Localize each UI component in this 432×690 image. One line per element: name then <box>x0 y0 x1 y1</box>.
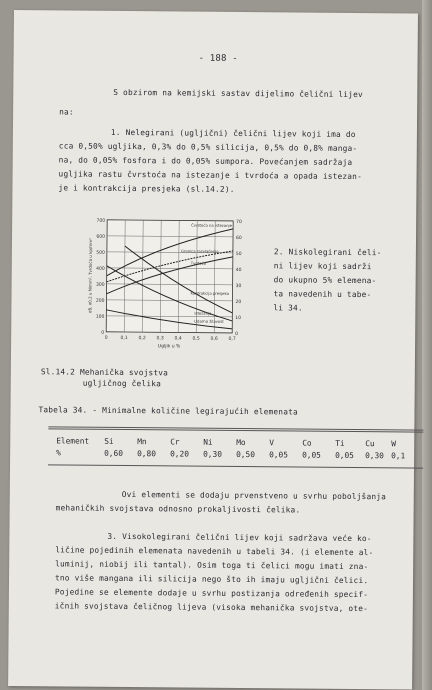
page-number: - 188 - <box>198 53 238 64</box>
table-header-cell: V <box>269 438 274 448</box>
after-table-line-2: mehaničkih svojstava odnosno prokaljivosti čelika. <box>55 503 301 515</box>
item2-line-4: ta navedenih u tabe- <box>273 289 372 300</box>
table-cell: 0,20 <box>170 449 189 459</box>
table-cell: 0,1 <box>391 451 406 461</box>
item3-line-6: ičnih svojstava čeličnog lijeva (visoka mehanička svojstva, ote- <box>54 601 369 614</box>
x-tick: 0,7 <box>228 336 236 342</box>
item2-line-3: do ukupno 5% elemena- <box>273 275 377 286</box>
table-cell: 0,05 <box>302 450 321 460</box>
book-edge <box>422 0 432 690</box>
item1-line-4: ugljika rastu čvrstoća na istezanje i tvrdoća a opada istezan- <box>58 169 363 182</box>
figure-caption: Sl.14.2 Mehanička svojstva <box>40 367 169 378</box>
table-header-cell: Ti <box>335 438 345 448</box>
x-tick: 0,1 <box>120 335 128 342</box>
table-header-cell: Co <box>302 438 312 448</box>
x-tick: 0,6 <box>210 336 218 342</box>
x-tick: 0,5 <box>192 336 200 342</box>
item1-line-3: na, do 0,05% fosfora i do 0,05% sumpora. Povećanjem sadržaja <box>58 155 353 167</box>
y-tick-left: 600 <box>96 234 106 240</box>
item3-line-1: 3. Visokolegirani čelični lijev koji sadržava veće ko- <box>107 531 372 544</box>
table-value-row <box>56 448 405 460</box>
curve-label: Istezanje <box>194 310 212 316</box>
y-tick-left: 300 <box>95 282 105 288</box>
figure-caption-2: ugljičnog čelika <box>82 378 162 389</box>
y-tick-left: 200 <box>95 298 105 304</box>
item1-line-1: 1. Nelegirani (ugljični) čelični lijev koji ima do <box>110 127 356 139</box>
item3-line-4: tno više mangana ili silicija nego što ih imaju ugljični čelici. <box>55 573 369 586</box>
intro-line-2: na: <box>59 107 74 117</box>
y-tick-left: 700 <box>96 218 106 224</box>
table-header-cell: Ni <box>203 437 213 447</box>
y-tick-right: 30 <box>235 283 242 289</box>
y-tick-right: 70 <box>236 219 242 225</box>
y-tick-left: 400 <box>96 266 105 272</box>
table-cell: 0,80 <box>137 449 156 459</box>
table-cell: 0,50 <box>236 449 255 460</box>
item1-line-5: je i kontrakcija presjeka (sl.14.2). <box>58 183 235 194</box>
y-tick-right: 10 <box>235 315 242 321</box>
table-cell: 0,60 <box>104 448 123 458</box>
table-header-cell: W <box>391 439 396 449</box>
item3-line-5: Pojedine se elemente dodaje u svrhu postizanja određenih specif- <box>54 587 369 600</box>
item2-line-5: li 34. <box>273 303 303 313</box>
y-tick-right: 40 <box>235 267 242 273</box>
y-tick-left: 0 <box>101 330 105 336</box>
curve-label: Kontrakcija presjeka <box>190 290 229 296</box>
table-header-cell: Mn <box>137 437 147 447</box>
table-header-cell: Cu <box>365 439 375 449</box>
item3-line-2: ličine pojedinih elemenata navedenih u tabeli 34. (i elemente al- <box>55 545 374 558</box>
curve-label: Udarna žilavost <box>194 318 224 324</box>
after-table-line-1: Ovi elementi se dodaju prvenstveno u svrhu poboljšanja <box>121 489 387 502</box>
y-tick-left: 100 <box>95 314 105 320</box>
y-tick-left: 500 <box>96 250 105 256</box>
intro-line-1: S obzirom na kemijski sastav dijelimo čelični lijev <box>113 87 363 100</box>
table-header-cell: Element <box>56 436 90 446</box>
curve-label: Granica razvlačenja <box>180 248 219 254</box>
item1-line-2: cca 0,50% ugljika, 0,3% do 0,5% silicija, 0,5% do 0,8% manga- <box>58 141 358 154</box>
table-cell: % <box>56 448 61 458</box>
x-tick: 0,4 <box>174 336 182 342</box>
table-cell: 0,05 <box>335 450 354 460</box>
table-header-row <box>56 436 405 448</box>
x-tick: 0,2 <box>138 336 146 342</box>
item3-line-3: luminij, niobij ili tantal). Osim toga ti čelici mogu imati zna- <box>55 559 369 572</box>
y-tick-right: 20 <box>235 299 242 305</box>
item2-line-2: ni lijev koji sadrži <box>273 261 372 272</box>
table-bottom-rule <box>48 464 423 468</box>
x-axis-label: Ugljik u % <box>157 344 181 350</box>
y-axis-label: σB, σ0.2 u N/mm², Tvrdoća u kp/mm² <box>87 238 94 314</box>
x-tick: 0 <box>104 335 108 341</box>
curve-label: Tvrdoća <box>190 260 207 266</box>
y-tick-right: 0 <box>235 331 239 337</box>
table-header-cell: Si <box>104 436 114 446</box>
table-cell: 0,30 <box>203 449 222 459</box>
table-header-cell: Cr <box>170 437 180 447</box>
item2-line-1: 2. Niskolegirani čeli- <box>273 247 382 258</box>
curve-label: Čvrstoća na istezanje <box>191 222 232 228</box>
y-tick-right: 60 <box>235 235 242 241</box>
y-tick-right: 50 <box>235 251 242 257</box>
x-tick: 0,3 <box>156 336 164 342</box>
table-cell: 0,05 <box>269 450 288 460</box>
document-page <box>8 10 418 689</box>
table-header-cell: Mo <box>236 437 246 448</box>
mechanical-properties-chart <box>86 216 262 358</box>
table-title: Tabela 34. - Minimalne količine legirajućih elemenata <box>38 405 298 417</box>
table-cell: 0,30 <box>365 451 384 461</box>
